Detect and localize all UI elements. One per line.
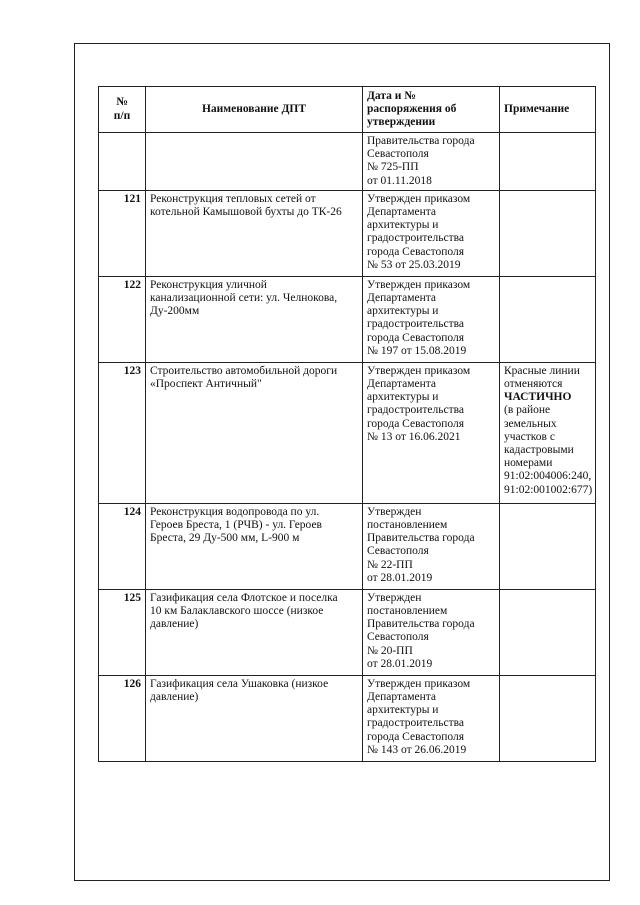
dpt-name-line: давление): [150, 691, 199, 704]
approval-date-line: города Севастополя: [367, 417, 464, 430]
approval-date-line: от 28.01.2019: [367, 571, 433, 584]
table-row: [99, 276, 596, 362]
table-row: [99, 503, 596, 589]
dpt-name: [146, 589, 363, 675]
approval-date-line: градостроительства: [367, 318, 465, 331]
approval-date-line: Правительства города: [367, 532, 475, 545]
approval-date-line: Утвержден: [367, 591, 422, 604]
dpt-name: [146, 133, 363, 191]
approval-date-line: постановлением: [367, 519, 448, 532]
dpt-name-line: 10 км Балаклавского шоссе (низкое: [150, 605, 324, 618]
approval-date-line: Севастополя: [367, 545, 429, 558]
approval-date-line: Утвержден приказом: [367, 364, 471, 377]
header-num: [99, 87, 146, 133]
approval-date-line: города Севастополя: [367, 331, 464, 344]
header-name: Наименование ДПТ: [146, 87, 363, 133]
dpt-name-line: Строительство автомобильной дороги: [150, 364, 338, 377]
table-header-row: [99, 87, 596, 133]
approval-date-line: № 725-ПП: [367, 161, 419, 174]
dpt-name-line: Газификация села Флотское и поселка: [150, 591, 338, 604]
approval-date-line: от 01.11.2018: [367, 174, 432, 187]
row-number: 122: [99, 276, 146, 362]
approval-date: [363, 503, 500, 589]
approval-date-line: градостроительства: [367, 717, 465, 730]
row-number: 125: [99, 589, 146, 675]
dpt-name-line: давление): [150, 618, 199, 631]
dpt-name-line: Реконструкция уличной: [150, 278, 267, 291]
dpt-name: [146, 190, 363, 276]
note-line: участков с: [504, 430, 555, 443]
table-row: [99, 589, 596, 675]
approval-date-line: Утвержден: [367, 505, 422, 518]
dpt-name-line: Реконструкция водопровода по ул.: [150, 505, 320, 518]
approval-date-line: Утвержден приказом: [367, 192, 471, 205]
dpt-name-line: канализационной сети: ул. Челнокова,: [150, 292, 338, 305]
header-num-line: п/п: [113, 109, 131, 122]
note: [500, 589, 596, 675]
approval-date-line: Департамента: [367, 378, 437, 391]
approval-date-line: архитектуры и: [367, 219, 439, 232]
dpt-name-line: «Проспект Античный": [150, 378, 262, 391]
dpt-name: [146, 675, 363, 761]
note: [500, 503, 596, 589]
header-date: [363, 87, 500, 133]
approval-date-line: Утвержден приказом: [367, 677, 471, 690]
note-line: Красные линии: [504, 364, 580, 377]
header-note: Примечание: [500, 87, 596, 133]
note: [500, 276, 596, 362]
note: [500, 133, 596, 191]
note: [500, 190, 596, 276]
note-line: (в районе: [504, 404, 551, 417]
approval-date: [363, 362, 500, 503]
row-number: 126: [99, 675, 146, 761]
approval-date-line: архитектуры и: [367, 305, 439, 318]
approval-date-line: Севастополя: [367, 631, 429, 644]
approval-date-line: Правительства города: [367, 135, 475, 147]
dpt-name: [146, 503, 363, 589]
dpt-name: [146, 362, 363, 503]
approval-date-line: Правительства города: [367, 618, 475, 631]
row-number: 121: [99, 190, 146, 276]
table-row: [99, 675, 596, 761]
approval-date-line: № 143 от 26.06.2019: [367, 743, 467, 756]
note-line: кадастровыми: [504, 444, 574, 457]
approval-date-line: градостроительства: [367, 404, 465, 417]
dpt-name-line: Ду-200мм: [150, 305, 200, 318]
approval-date-line: Утвержден приказом: [367, 278, 471, 291]
header-date-line: распоряжения об: [367, 102, 457, 115]
note-line: 91:02:004006:240,: [504, 470, 592, 483]
approval-date-line: градостроительства: [367, 232, 465, 245]
dpt-name-line: Героев Бреста, 1 (РЧВ) - ул. Героев: [150, 519, 322, 532]
approval-date-line: № 22-ПП: [367, 558, 413, 571]
approval-date-line: города Севастополя: [367, 730, 464, 743]
dpt-name-line: Бреста, 29 Ду-500 мм, L-900 м: [150, 532, 300, 545]
table-row: [99, 133, 596, 191]
note: [500, 675, 596, 761]
table-row: [99, 190, 596, 276]
table-row: [99, 362, 596, 503]
header-date-line: Дата и №: [367, 89, 416, 102]
approval-date: [363, 190, 500, 276]
approval-date: [363, 276, 500, 362]
approval-date-line: архитектуры и: [367, 704, 439, 717]
approval-date: [363, 675, 500, 761]
note-line: земельных: [504, 417, 557, 430]
approval-date-line: № 53 от 25.03.2019: [367, 258, 461, 271]
header-num-line: №: [116, 96, 128, 109]
row-number: 124: [99, 503, 146, 589]
note-line: отменяются: [504, 378, 563, 391]
approval-date-line: Департамента: [367, 292, 437, 305]
approval-date-line: № 13 от 16.06.2021: [367, 430, 461, 443]
approval-date-line: постановлением: [367, 605, 448, 618]
note: [500, 362, 596, 503]
row-number: [99, 133, 146, 191]
approval-date-line: от 28.01.2019: [367, 657, 433, 670]
header-date-line: утверждении: [367, 116, 436, 129]
dpt-name-line: котельной Камышовой бухты до ТК-26: [150, 206, 342, 219]
approval-date: [363, 133, 500, 191]
note-line: ЧАСТИЧНО: [504, 391, 572, 404]
dpt-name-line: Реконструкция тепловых сетей от: [150, 192, 316, 205]
approval-date-line: № 197 от 15.08.2019: [367, 344, 467, 357]
note-line: номерами: [504, 457, 553, 470]
dpt-name: [146, 276, 363, 362]
approval-date: [363, 589, 500, 675]
row-number: 123: [99, 362, 146, 503]
approval-date-line: Департамента: [367, 206, 437, 219]
approval-date-line: города Севастополя: [367, 245, 464, 258]
approval-date-line: № 20-ПП: [367, 644, 413, 657]
note-line: 91:02:001002:677): [504, 483, 593, 496]
approval-date-line: Департамента: [367, 691, 437, 704]
approval-date-line: Севастополя: [367, 148, 429, 161]
approval-date-line: архитектуры и: [367, 391, 439, 404]
dpt-name-line: Газификация села Ушаковка (низкое: [150, 677, 329, 690]
dpt-table: [98, 86, 596, 762]
